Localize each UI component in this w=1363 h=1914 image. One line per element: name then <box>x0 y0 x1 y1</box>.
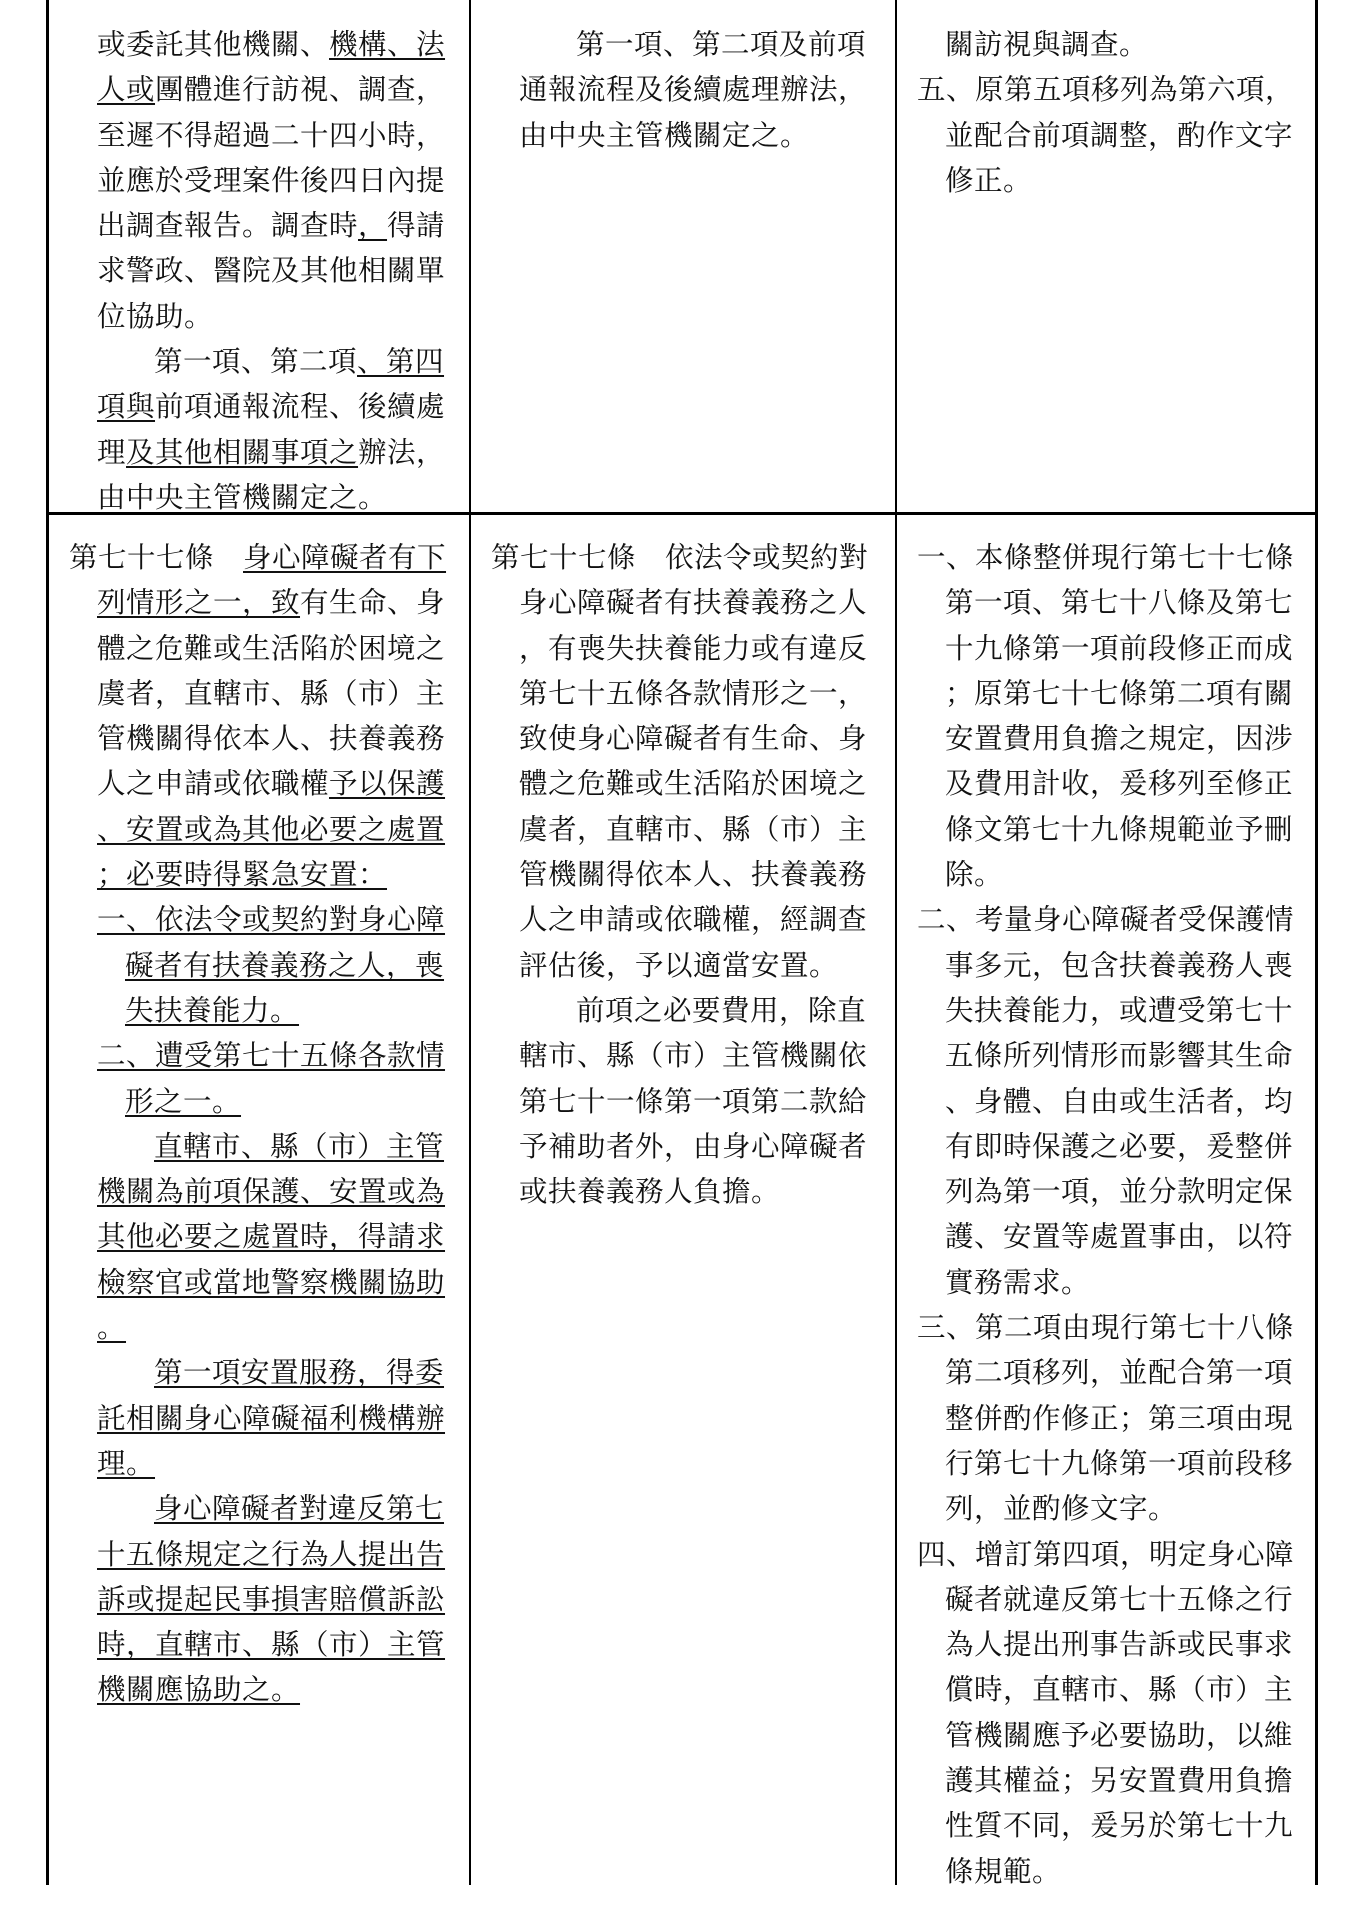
explanation-line: 實務需求。 <box>945 1265 1091 1299</box>
text-line <box>49 113 469 158</box>
amendment-comparison-table <box>46 0 1318 1888</box>
text-line: 由中央主管機關定之。 <box>519 118 810 152</box>
text-line: 予補助者外，由身心障礙者 <box>519 1129 868 1163</box>
explanation-line: 三、第二項由現行第七十八條 <box>917 1311 1295 1345</box>
explanation-line: 二、考量身心障礙者受保護情 <box>917 903 1295 937</box>
text-line: 五、原第五項移列為第六項， <box>917 73 1295 107</box>
explanation-line: 十九條第一項前段修正而成 <box>945 631 1294 665</box>
text-run: 人之申請或依職權 <box>97 767 330 801</box>
text-line <box>49 1622 469 1667</box>
text-line <box>49 761 469 806</box>
text-line: 前項之必要費用，除直 <box>576 993 867 1027</box>
list-item-line <box>49 1033 469 1078</box>
explanation-line: 四、增訂第四項，明定身心障 <box>917 1537 1295 1571</box>
text-line <box>49 158 469 203</box>
text-line <box>49 1441 469 1486</box>
text-line: 第七十五條各款情形之一， <box>519 676 868 710</box>
text-line <box>49 430 469 475</box>
text-line <box>49 671 469 716</box>
explanation-line: 護、安置等處置事由，以符 <box>945 1220 1294 1254</box>
table-row <box>46 515 1318 1888</box>
explanation-line: 條文第七十九條規範並予刪 <box>945 812 1294 846</box>
explanation-line: 行第七十九條第一項前段移 <box>945 1446 1294 1480</box>
inserted-text: 二、遭受第七十五條各款情 <box>97 1039 446 1073</box>
table-row <box>46 0 1318 515</box>
current-text-cell <box>471 515 897 1885</box>
explanation-line: ；原第七十七條第二項有關 <box>945 676 1294 710</box>
text-run: 由中央主管機關定之。 <box>97 480 388 514</box>
explanation-line: 事多元，包含扶養義務人喪 <box>945 948 1294 982</box>
explanation-line: 有即時保護之必要，爰整併 <box>945 1129 1294 1163</box>
list-item-line <box>49 943 469 988</box>
inserted-text: 理。 <box>97 1446 156 1480</box>
inserted-text: 失扶養能力。 <box>125 993 300 1027</box>
text-run: 團體進行訪視、調查， <box>155 73 446 107</box>
list-item-line <box>49 1079 469 1124</box>
text-line: 人之申請或依職權，經調查 <box>519 903 868 937</box>
inserted-text: 列情形之一，致 <box>97 586 301 620</box>
text-run: 理 <box>97 435 127 469</box>
explanation-line: 除。 <box>945 858 1004 892</box>
text-run: 並應於受理案件後四日內提 <box>97 163 446 197</box>
text-line <box>49 1305 469 1350</box>
explanation-line: 償時，直轄市、縣（市）主 <box>945 1673 1294 1707</box>
explanation-line: 、身體、自由或生活者，均 <box>945 1084 1294 1118</box>
explanation-line: 為人提出刑事告訴或民事求 <box>945 1628 1294 1662</box>
text-line: 轄市、縣（市）主管機關依 <box>519 1039 868 1073</box>
text-line: 關訪視與調查。 <box>945 28 1149 61</box>
explanation-cell <box>897 0 1318 512</box>
explanation-line: 及費用計收，爰移列至修正 <box>945 767 1294 801</box>
explanation-line: 列，並酌修文字。 <box>945 1492 1178 1526</box>
inserted-text: 直轄市、縣（市）主管 <box>154 1129 445 1163</box>
inserted-text: 、安置或為其他必要之處置 <box>97 812 446 846</box>
text-line: 第一項、第二項及前項 <box>576 28 867 61</box>
text-line <box>49 1532 469 1577</box>
text-line <box>49 1350 469 1395</box>
inserted-text: 項與 <box>97 390 156 424</box>
text-line <box>49 580 469 625</box>
text-line: 虞者，直轄市、縣（市）主 <box>519 812 868 846</box>
explanation-line: 條規範。 <box>945 1854 1062 1888</box>
text-line: 並配合前項調整，酌作文字 <box>945 118 1294 152</box>
text-line <box>49 22 469 67</box>
explanation-line: 第一項、第七十八條及第七 <box>945 586 1294 620</box>
text-run: 體之危難或生活陷於困境之 <box>97 631 446 665</box>
explanation-line: 管機關應予必要協助，以維 <box>945 1718 1294 1752</box>
inserted-text: 其他必要之處置時，得請求 <box>97 1220 446 1254</box>
explanation-line: 第二項移列，並配合第一項 <box>945 1356 1294 1390</box>
text-line <box>49 1667 469 1712</box>
text-line <box>49 535 469 580</box>
explanation-line: 性質不同，爰另於第七十九 <box>945 1809 1294 1843</box>
inserted-text: 託相關身心障礙福利機構辦 <box>97 1401 446 1435</box>
inserted-text: 機構、法 <box>329 28 446 61</box>
inserted-text: ；必要時得緊急安置： <box>97 858 388 892</box>
inserted-text: 人或 <box>97 73 156 107</box>
inserted-text: 十五條規定之行為人提出告 <box>97 1537 446 1571</box>
text-line: 第七十七條 依法令或契約對 <box>491 541 869 574</box>
text-line <box>49 626 469 671</box>
text-line: 第七十一條第一項第二款給 <box>519 1084 868 1118</box>
text-run: 第一項、第二項 <box>154 345 358 379</box>
inserted-text: ， <box>358 209 388 243</box>
text-line: 或扶養義務人負擔。 <box>519 1175 781 1209</box>
text-line: 身心障礙者有扶養義務之人 <box>519 586 868 620</box>
text-run: 得請 <box>387 209 446 243</box>
explanation-line: 失扶養能力，或遭受第七十 <box>945 993 1294 1027</box>
current-text-cell <box>471 0 897 512</box>
text-line <box>49 475 469 520</box>
inserted-text: 檢察官或當地警察機關協助 <box>97 1265 446 1299</box>
amended-text-cell <box>46 0 471 512</box>
inserted-text: 身心障礙者有下 <box>243 541 447 574</box>
text-line: 管機關得依本人、扶養義務 <box>519 858 868 892</box>
text-run: 有生命、身 <box>300 586 446 620</box>
text-line: ，有喪失扶養能力或有違反 <box>519 631 868 665</box>
inserted-text: 及其他相關事項之 <box>126 435 359 469</box>
text-line <box>49 1260 469 1305</box>
text-run: 辦法， <box>358 435 446 469</box>
inserted-text: 形之一。 <box>125 1084 242 1118</box>
text-run: 位協助。 <box>97 299 214 333</box>
list-item-line <box>49 988 469 1033</box>
inserted-text: 、第四 <box>357 345 445 379</box>
inserted-text: 訴或提起民事損害賠償訴訟 <box>97 1582 446 1616</box>
explanation-line: 安置費用負擔之規定，因涉 <box>945 722 1294 756</box>
inserted-text: 身心障礙者對違反第七 <box>154 1492 445 1526</box>
text-line <box>49 203 469 248</box>
text-line <box>49 852 469 897</box>
text-line <box>49 384 469 429</box>
inserted-text: 礙者有扶養義務之人，喪 <box>125 948 445 982</box>
text-run: 前項通報流程、後續處 <box>155 390 446 424</box>
text-line <box>49 716 469 761</box>
text-line <box>49 807 469 852</box>
text-line: 修正。 <box>945 163 1033 197</box>
inserted-text: 。 <box>97 1311 127 1345</box>
text-run: 虞者，直轄市、縣（市）主 <box>97 676 446 710</box>
inserted-text: 第一項安置服務，得委 <box>154 1356 445 1390</box>
explanation-line: 一、本條整併現行第七十七條 <box>917 541 1295 574</box>
explanation-line: 整併酌作修正；第三項由現 <box>945 1401 1294 1435</box>
text-run: 第七十七條 <box>69 541 244 574</box>
text-line <box>49 1396 469 1441</box>
explanation-line: 護其權益；另安置費用負擔 <box>945 1764 1294 1798</box>
explanation-line: 列為第一項，並分款明定保 <box>945 1175 1294 1209</box>
text-run: 求警政、醫院及其他相關單 <box>97 254 446 288</box>
amended-text-cell <box>46 515 471 1885</box>
list-item-line <box>49 897 469 942</box>
text-line <box>49 294 469 339</box>
text-line: 通報流程及後續處理辦法， <box>519 73 868 107</box>
text-line <box>49 248 469 293</box>
text-line <box>49 1124 469 1169</box>
inserted-text: 一、依法令或契約對身心障 <box>97 903 446 937</box>
text-line <box>49 67 469 112</box>
text-line <box>49 339 469 384</box>
explanation-cell <box>897 515 1318 1888</box>
text-line <box>49 1169 469 1214</box>
text-run: 至遲不得超過二十四小時， <box>97 118 446 152</box>
text-line <box>49 1577 469 1622</box>
text-line <box>49 1214 469 1259</box>
explanation-line: 礙者就違反第七十五條之行 <box>945 1582 1294 1616</box>
text-run: 出調查報告。調查時 <box>97 209 359 243</box>
text-line: 體之危難或生活陷於困境之 <box>519 767 868 801</box>
inserted-text: 時，直轄市、縣（市）主管 <box>97 1628 446 1662</box>
text-run: 或委託其他機關、 <box>97 28 330 61</box>
text-run: 管機關得依本人、扶養義務 <box>97 722 446 756</box>
inserted-text: 機關應協助之。 <box>97 1673 301 1707</box>
text-line: 致使身心障礙者有生命、身 <box>519 722 868 756</box>
explanation-line: 五條所列情形而影響其生命 <box>945 1039 1294 1073</box>
text-line: 評估後，予以適當安置。 <box>519 948 839 982</box>
inserted-text: 予以保護 <box>329 767 446 801</box>
inserted-text: 機關為前項保護、安置或為 <box>97 1175 446 1209</box>
text-line <box>49 1486 469 1531</box>
